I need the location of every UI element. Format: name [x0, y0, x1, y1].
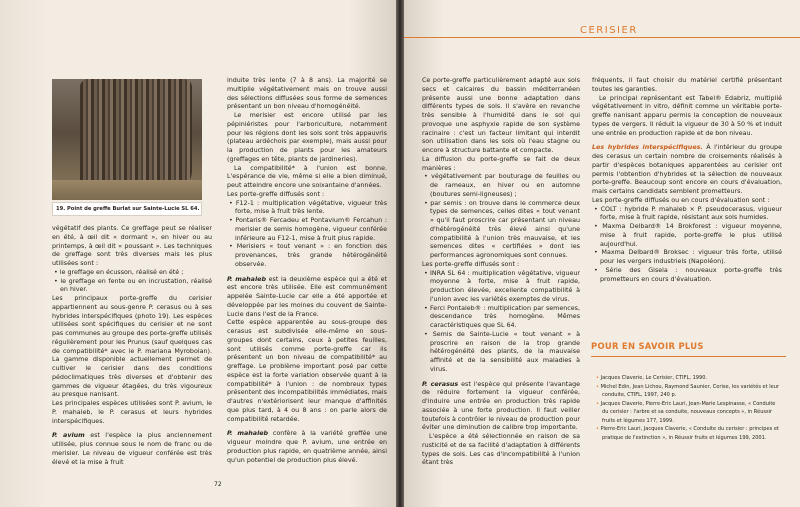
bullet-list: [227, 200, 387, 270]
reference-item: • Jacques Claverie, Le Cerisier, CTIFL, 1990.: [596, 374, 782, 383]
right-column-2: [592, 77, 782, 284]
paragraph: Ce porte-greffe particulièrement adapté aux sols secs et calcaires du bassin méditerranéen présente aussi une bonne adaptation dans différents types de sols. Il s'avère en revanche très sensible à l'humidité dans le sol qui provoque une asphyxie rapide de son système racinaire : c'est un facteur limitant qui interdit son utilisation dans les sols où l'eau stagne ou encore à structure battante et compacte.: [422, 77, 580, 154]
list-item: • INRA SL 64 : multiplication végétative, vigueur moyenne à forte, mise à fruit rapide, production élevée, excellente compatibilité à l'union avec les variétés exemptes de virus.: [422, 270, 580, 305]
paragraph: Les porte-greffe diffusés sont :: [422, 260, 520, 268]
list-item: • par semis : on trouve dans le commerce deux types de semences, celles dites « tout venant » qu'il faut proscrire car présentant un niveau d'hétérogénéité très élevé ainsi qu'une compatibilité à l'union très mauvaise, et les semences dites « certifiées » dont les performances agronomiques sont connues.: [422, 200, 580, 261]
list-item: • Maxma Delbard® 14 Brokforest : vigueur moyenne, mise à fruit rapide, porte-greffe le plus utilisé aujourd'hui.: [592, 223, 782, 249]
bullet-list: [422, 173, 580, 261]
reference-list: [596, 374, 782, 442]
reference-item: • Michel Edin, Jean Lichou, Raymond Saunier, Cerise, les variétés et leur conduite, CTIFL, 1997, 240 p.: [596, 383, 782, 400]
paragraph: [52, 432, 212, 467]
list-item: • Maxma Delbard® Broksec : vigueur très forte, utilisé pour les vergers industriels (Napoléon).: [592, 249, 782, 267]
left-page: [0, 0, 396, 507]
paragraph: Les principaux porte-greffe du cerisier appartiennent au sous-genre P. cerasus ou à ses hybrides interspécifiques (photo 19). Les espèces utilisées sont spécifiques du cerisier et ne sont pas communes au groupe des porte-greffe utilisés régulièrement pour les Prunus (sauf quelques cas de compatibilité* avec le P. mariana Myrobolan). La gamme disponible actuellement permet de cultiver le cerisier dans des conditions pédoclimatiques très diverses et d'obtenir des gammes de vigueur étagées, du très vigoureux au presque nanisant.: [52, 295, 212, 399]
bullet-list: [52, 269, 212, 295]
species-lead: P. mahaleb: [227, 275, 266, 283]
species-lead: P. mahaleb: [227, 430, 269, 438]
list-item: • végétativement par bouturage de feuilles ou de rameaux, en hiver ou en automne (boutures semi-ligneuses) ;: [422, 173, 580, 199]
paragraph: fréquents, il faut choisir du matériel certifié présentant toutes les garanties.: [592, 77, 782, 93]
paragraph: Le merisier est encore utilisé par les pépiniéristes pour l'arboriculture, notamment pour les régions dont les sols sont très appauvris (plateau ardéchois par exemple), mais aussi pour la production de plants pour les amateurs (greffages en tête, plants de jardineries).: [227, 112, 387, 163]
paragraph: Les principales espèces utilisées sont P. avium, le P. mahaleb, le P. cerasus et leurs hybrides interspécifiques.: [52, 400, 212, 425]
paragraph-text: est la deuxième espèce qui a été et est encore très utilisée. Elle est communément appelée Sainte-Lucie car elle a été apportée et développée par les moines du couvent de Sainte-Lucie dans l'est de la France.: [227, 275, 387, 318]
list-item: • Pontaris® Fercadeu et Pontavium® Fercahun : merisier de semis homogène, vigueur conférée inférieure au F12-1, mise à fruit plus rapide.: [227, 217, 387, 243]
reference-item: • Jacques Claverie, Pierre-Eric Lauri, Jean-Marie Lespinasse, « Conduite du cerisier : l'arbre et sa conduite, nouveaux concepts », in Réussir fruits et légumes 177, 1999.: [596, 400, 782, 426]
paragraph: Les porte-greffe diffusés sont :: [227, 190, 325, 198]
tree-trunk-image: [80, 79, 192, 191]
species-lead: P. cerasus: [422, 380, 459, 388]
left-column-1: [52, 225, 212, 467]
header-rule: [404, 37, 800, 38]
book-gutter: [396, 0, 404, 507]
list-item: • Merisiers « tout venant » : en fonction des provenances, très grande hétérogénéité observée.: [227, 243, 387, 269]
ground-image: [52, 180, 202, 200]
subsection-lead: Les hybrides interspécifiques.: [592, 144, 703, 152]
paragraph: induite très lente (7 à 8 ans). La majorité se multiplie végétativement mais on trouve aussi des sélections diffusées sous forme de semences présentant un bon niveau d'homogénéité.: [227, 77, 387, 111]
graft-point-photo: [52, 79, 202, 200]
bullet-list: [592, 206, 782, 285]
paragraph: [227, 276, 387, 320]
list-item: • Série des Gisela : nouveaux porte-greffe très prometteurs en cours d'évaluation.: [592, 267, 782, 285]
paragraph: La diffusion du porte-greffe se fait de deux manières :: [422, 155, 580, 172]
paragraph-text: confère à la variété greffée une vigueur moindre que P. avium, une entrée en production plus rapide, en quatrième année, ainsi qu'un potentiel de production plus élevé.: [227, 430, 387, 464]
paragraph: L'espèce a été sélectionnée en raison de sa rusticité et de sa facilité d'adaptation à différents types de sols. Les cas d'incompatibilité à l'union étant très: [422, 433, 580, 467]
paragraph: [227, 430, 387, 465]
list-item: • COLT : hybride P. mahaleb × P. pseudocerasus, vigueur forte, mise à fruit rapide, résistant aux sols humides.: [592, 206, 782, 224]
paragraph-text: est l'espèce la plus anciennement utilisée, plus connue sous le nom de franc ou de merisier. Le niveau de vigueur conférée est très élevé et la mise à fruit: [52, 432, 212, 466]
bullet-list: [422, 270, 580, 375]
running-header: CERISIER: [580, 25, 638, 36]
left-column-2: [227, 77, 387, 465]
paragraph: végétatif des plants. Ce greffage peut se réaliser en été, à œil dit « dormant », en hiver ou au printemps, à œil dit « poussant ». Les techniques de greffage sont très diverses mais les plus utilisées sont :: [52, 225, 212, 267]
list-item: • Ferci Pontaleb® : multiplication par semences, descendance très homogène. Mêmes caractéristiques que SL 64.: [422, 305, 580, 331]
paragraph: La compatibilité* à l'union est bonne. L'espérance de vie, même si elle a bien diminué, peut atteindre encore une soixantaine d'années.: [227, 164, 387, 189]
list-item: • F12-1 : multiplication végétative, vigueur très forte, mise à fruit très lente.: [227, 200, 387, 218]
page-number: 72: [214, 481, 222, 488]
species-lead: P. avium: [52, 432, 85, 440]
right-column-1: [422, 77, 580, 468]
paragraph: Cette espèce apparentée au sous-groupe des cerasus est subdivisée elle-même en sous-groupes dont certains, ceux à petites feuilles, sont utilisés comme porte-greffe car ils présentent un bon niveau de compatibilité* au greffage. Le problème important posé par cette espèce est la forte variation observée quant à la compatibilité* à l'union : de nombreux types présentent des incompatibilités immédiates, mais d'autres n'extériorisent leur manque d'affinités que plus tard, à 4 ou 8 ans : on parle alors de compatibilité retardée.: [227, 319, 387, 423]
paragraph-text: À l'intérieur du groupe des cerasus un certain nombre de croisements réalisés à partir d'espèces botaniques apparentées au cerisier ont permis l'obtention d'hybrides et la sélection de nouveaux porte-greffe. Beaucoup sont encore en cours d'évaluation, mais certains candidats semblent prometteurs.: [592, 144, 782, 195]
paragraph: [592, 144, 782, 197]
paragraph: [422, 381, 580, 434]
list-item: • le greffage en écusson, réalisé en été ;: [52, 269, 212, 278]
section-title: POUR EN SAVOIR PLUS: [591, 341, 704, 351]
paragraph-text: est l'espèce qui présente l'avantage de réduire fortement la vigueur conférée, d'induire une entrée en production très rapide associée à une forte production. Il faut veiller toutefois à contrôler le niveau de production pour éviter une diminution de calibre trop importante.: [422, 380, 581, 432]
section-rule: [591, 356, 786, 357]
reference-item: • Pierre-Eric Lauri, Jacques Claverie, « Conduite du cerisier : principes et pratique de l'extinction », in Réussir fruits et légumes 199, 2001.: [596, 425, 782, 442]
paragraph: Les porte-greffe diffusés ou en cours d'évaluation sont :: [592, 196, 770, 204]
paragraph: Le principal représentant est Tabel® Edabriz, multiplié végétativement in vitro, définit comme un véritable porte-greffe nanisant apparu permis la conception de nouveaux types de vergers. Il réduit la vigueur de 30 à 50 % et induit une entrée en production rapide et de bon niveau.: [592, 94, 782, 137]
photo-caption: 19. Point de greffe Burlat sur Sainte-Lucie SL 64.: [52, 202, 202, 216]
list-item: • Semis de Sainte-Lucie « tout venant » à proscrire en raison de la trop grande hétérogénéité des plants, de la mauvaise affinité et de la sensibilité aux maladies à virus.: [422, 331, 580, 375]
list-item: • le greffage en fente ou en incrustation, réalisé en hiver.: [52, 278, 212, 296]
